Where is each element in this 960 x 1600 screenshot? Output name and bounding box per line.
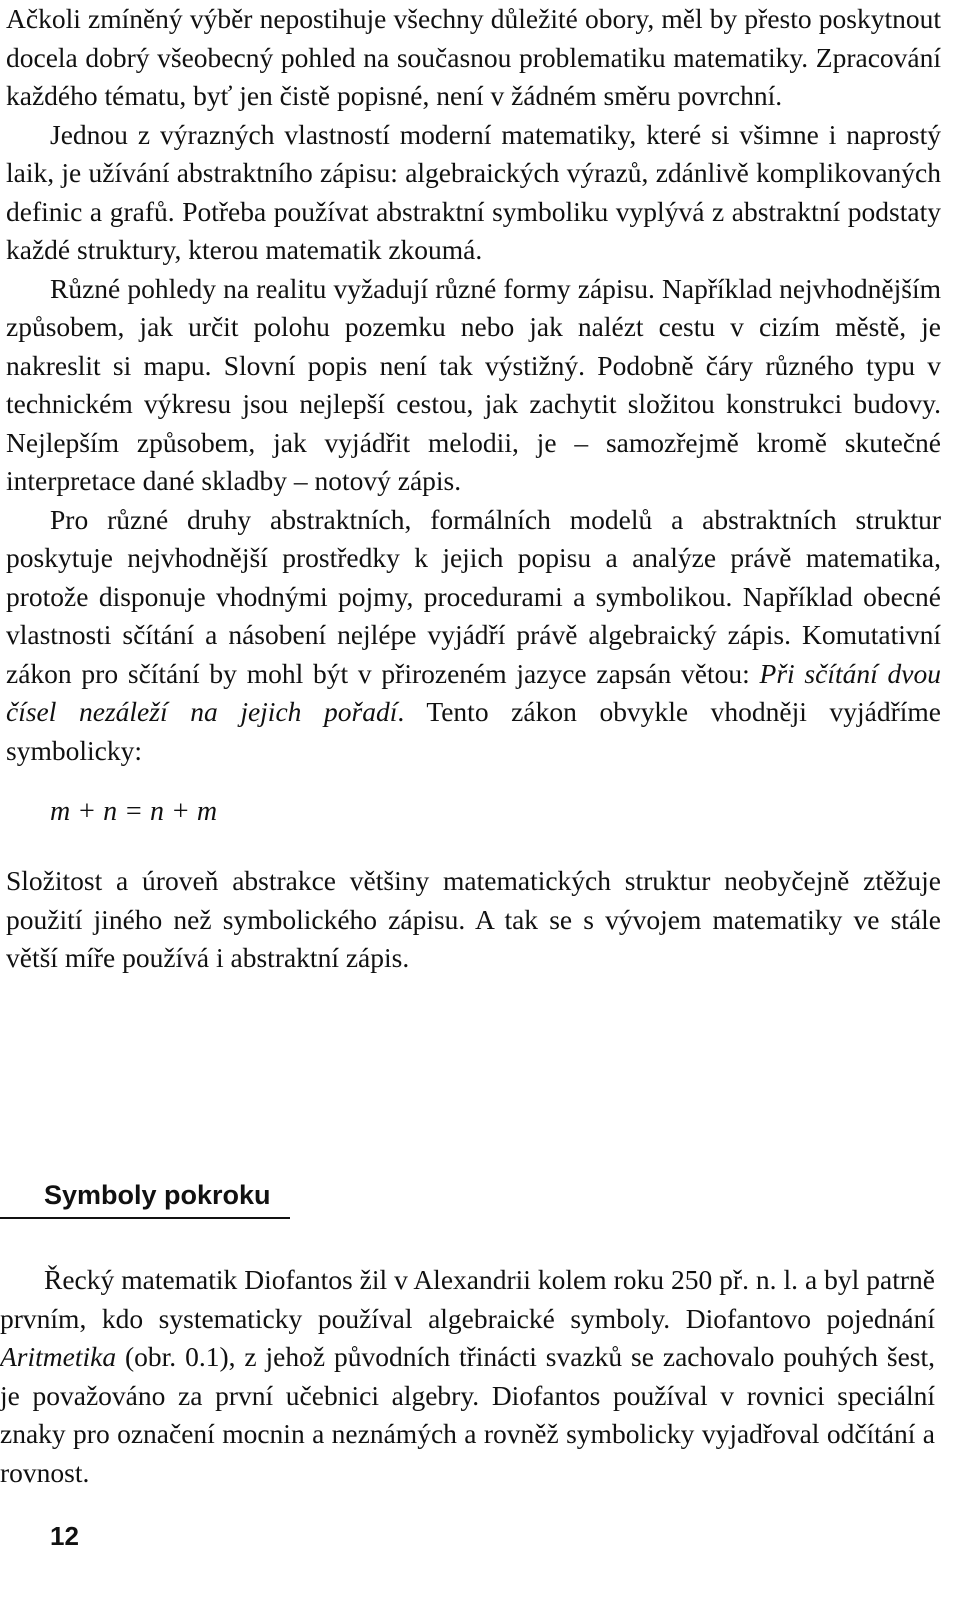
section-title: Symboly pokroku xyxy=(44,1180,271,1210)
page-number: 12 xyxy=(50,1521,79,1551)
paragraph-diofantos xyxy=(0,1261,935,1492)
paragraph-forms-of-notation: Různé pohledy na realitu vyžadují různé formy zápisu. Například nejvhodnějším způsobem, jak určit polohu pozemku nebo jak nalézt cestu v cizím městě, je nakreslit si mapu. Slovní popis není tak výstižný. Podobně čáry různého typu v technickém výkresu jsou nejlepší cestou, jak zachytit složitou konstrukci budovy. Nejlepším způsobem, jak vyjádřit melodii, je – samozřejmě kromě skutečné interpretace dané skladby – notový zápis. xyxy=(6,272,941,496)
italic-phrase: Při sčítání dvou čísel nezáleží na jejich pořadí xyxy=(6,657,941,727)
paragraph-text: Pro různé druhy abstraktních, formálních modelů a abstraktních struktur poskytuje nejvhodnější prostředky k jejich popisu a analýze právě matematika, protože disponuje vhodnými pojmy, procedurami a symbolikou. Například obecné vlastnosti sčítání a násobení nejlépe vyjádří právě algebraický zápis. Komutativní zákon pro sčítání by mohl být v přirozeném jazyce zapsán větou: xyxy=(6,503,941,689)
paragraph-text: Řecký matematik Diofantos žil v Alexandrii kolem roku 250 př. n. l. a byl patrně prvním, kdo systematicky používal algebraické symboly. Diofantovo pojednání xyxy=(0,1264,935,1334)
paragraph-complexity: Složitost a úroveň abstrakce většiny matematických struktur neobyčejně ztěžuje použití jiného než symbolického zápisu. A tak se s vývojem matematiky ve stále větší míře používá i abstraktní zápis. xyxy=(6,865,941,973)
paragraph-abstract-notation: Jednou z výrazných vlastností moderní matematiky, které si všimne i naprostý laik, je užívání abstraktního zápisu: algebraických výrazů, zdánlivě komplikovaných definic a grafů. Potřeba používat abstraktní symboliku vyplývá z abstraktní podstaty každé struktury, kterou matematik zkoumá. xyxy=(6,118,941,265)
formula-commutative-law: m + n = n + m xyxy=(50,796,218,827)
paragraph-intro: Ačkoli zmíněný výběr nepostihuje všechny důležité obory, měl by přesto poskytnout docela dobrý všeobecný pohled na současnou problematiku matematiky. Zpracování každého tématu, byť jen čistě popisné, není v žádném směru povrchní. xyxy=(6,3,941,111)
paragraph-mathematics-tools xyxy=(6,501,941,771)
book-title: Aritmetika xyxy=(0,1341,117,1372)
section-heading xyxy=(0,1165,290,1219)
section-body xyxy=(0,1261,935,1492)
paragraph-text: (obr. 0.1), z jehož původních třinácti svazků se zachovalo pouhých šest, je považováno za první učebnici algebry. Diofantos používal v rovnici speciální znaky pro označení mocnin a neznámých a rovněž symbolicky vyjadřoval odčítání a rovnost. xyxy=(0,1341,935,1488)
page-body xyxy=(6,0,941,978)
paragraph-text: . Tento zákon obvykle vhodněji vyjádříme symbolicky: xyxy=(6,696,941,766)
